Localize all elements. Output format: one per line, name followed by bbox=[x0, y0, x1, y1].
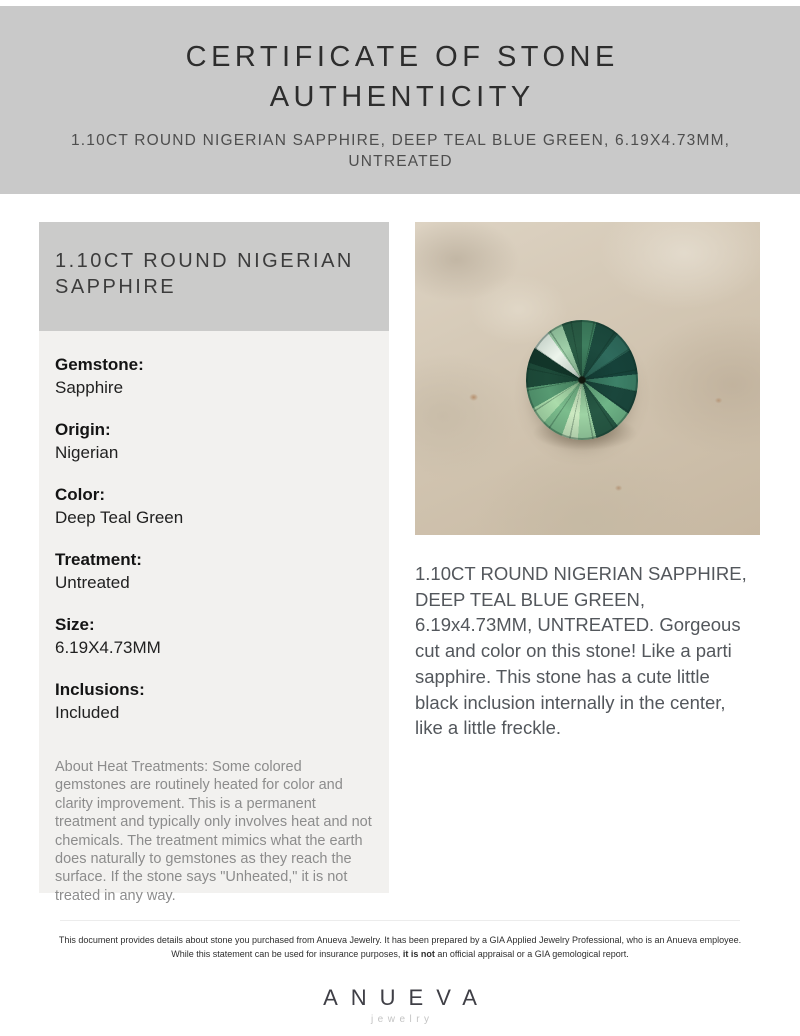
disclaimer-line2 bbox=[0, 947, 800, 961]
attribute-label: Origin: bbox=[55, 420, 111, 439]
attribute-value: Included bbox=[55, 703, 120, 722]
disclaimer-line1: This document provides details about stone you purchased from Anueva Jewelry. It has been prepared by a GIA Applied Jewelry Professional, who is an Anueva employee. bbox=[58, 935, 742, 945]
disclaimer-line2-post: an official appraisal or a GIA gemological report. bbox=[434, 949, 629, 959]
attribute-row-origin bbox=[55, 418, 375, 464]
attribute-label: Treatment: bbox=[55, 550, 142, 569]
attribute-value: Nigerian bbox=[55, 443, 119, 462]
gemstone-image bbox=[526, 320, 638, 440]
attribute-value: Untreated bbox=[55, 573, 130, 592]
certificate-footer bbox=[0, 920, 800, 1025]
attribute-row-gemstone bbox=[55, 353, 375, 399]
stone-photo-panel bbox=[415, 222, 760, 893]
certificate-title-line2: AUTHENTICITY bbox=[269, 81, 535, 113]
certificate-header bbox=[0, 6, 800, 194]
anueva-logo bbox=[0, 985, 800, 1025]
attribute-value: 6.19X4.73MM bbox=[55, 638, 161, 657]
disclaimer bbox=[0, 933, 800, 961]
attribute-label: Size: bbox=[55, 615, 95, 634]
attribute-row-size bbox=[55, 613, 375, 659]
stone-details-panel bbox=[39, 222, 389, 904]
certificate-title-line1: CERTIFICATE OF STONE bbox=[185, 41, 619, 73]
attribute-row-color bbox=[55, 483, 375, 529]
attribute-value: Deep Teal Green bbox=[55, 508, 184, 527]
attribute-label: Gemstone: bbox=[55, 355, 144, 374]
heat-treatment-note: About Heat Treatments: Some colored gemstones are routinely heated for color and clarity improvement. This is a permanent treatment and typically only involves heat and not chemicals. The treatment mimics what the earth does naturally to gemstones as they reach the surface. If the stone says "Unheated," it is not treated in any way. bbox=[55, 759, 372, 904]
anueva-logo-subtext: jewelry bbox=[370, 1014, 434, 1025]
disclaimer-line2-pre: While this statement can be used for insurance purposes, bbox=[171, 949, 403, 959]
certificate-title bbox=[0, 6, 800, 117]
disclaimer-line2-bold: it is not bbox=[402, 949, 435, 959]
attribute-value: Sapphire bbox=[55, 378, 124, 397]
stone-attributes-list bbox=[55, 353, 375, 724]
attribute-row-inclusions bbox=[55, 678, 375, 724]
stone-title: 1.10CT ROUND NIGERIAN SAPPHIRE bbox=[55, 250, 354, 298]
stone-attributes-box bbox=[39, 331, 389, 904]
stone-title-box bbox=[39, 222, 389, 331]
attribute-label: Inclusions: bbox=[55, 680, 145, 699]
certificate-subtitle: 1.10CT ROUND NIGERIAN SAPPHIRE, DEEP TEAL BLUE GREEN, 6.19X4.73MM, UNTREATED bbox=[70, 132, 731, 170]
attribute-row-treatment bbox=[55, 548, 375, 594]
stone-description: 1.10CT ROUND NIGERIAN SAPPHIRE, DEEP TEAL BLUE GREEN, 6.19x4.73MM, UNTREATED. Gorgeous cut and color on this stone! Like a parti sapphire. This stone has a cute little black inclusion internally in the center, like a little freckle. bbox=[415, 563, 747, 739]
certificate-body bbox=[0, 222, 800, 904]
gemstone-photo bbox=[415, 222, 760, 535]
anueva-logo-wordmark: ANUEVA bbox=[323, 985, 490, 1010]
attribute-label: Color: bbox=[55, 485, 106, 504]
footer-divider bbox=[60, 920, 740, 921]
